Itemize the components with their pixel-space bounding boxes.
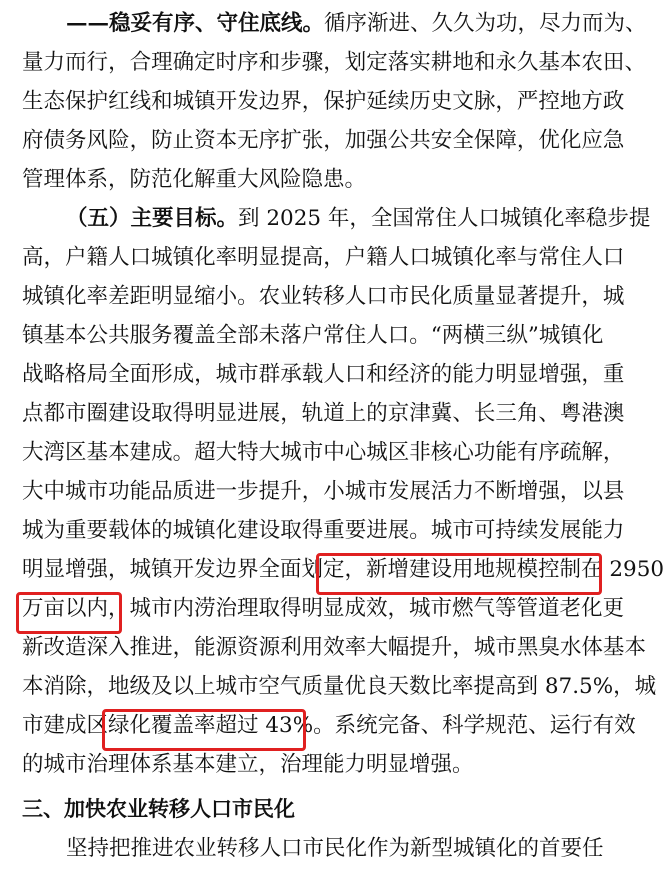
text-line-3: 生 态 保 护 红 线 和 城 镇 开 发 边 界 ， 保 护 延 续 历 史 文 脉 ， 严 控 地 方 政	[22, 89, 625, 114]
highlighted-greening-rate: 绿化覆盖率超过 43%。	[108, 713, 335, 738]
text-fragment: 市建成区	[22, 713, 109, 738]
text-line-7: 高 ， 户 籍 人 口 城 镇 化 率 明 显 提 高 ， 户 籍 人 口 城 镇 化 率 与 常 住 人 口	[22, 245, 625, 270]
text-fragment: 系统完备、科学规范、运行有效	[334, 713, 636, 738]
section-heading: 三、加快农业转移人口市民化	[22, 797, 295, 821]
text-line-6	[66, 200, 650, 238]
text-line-18: 本消除，地级及以上城市空气质量优良天数比率提高到 87.5%，城	[22, 674, 657, 699]
text-line-13: 大 中 城 市 功 能 品 质 进 一 步 提 升 ， 小 城 市 发 展 活 力 不 断 增 强 ， 以 县	[22, 479, 625, 504]
text-line-20: 的城市治理体系基本建立，治理能力明显增强。	[22, 752, 474, 777]
text-line-16	[22, 590, 624, 628]
goal-text: 到 2025 年，全国常住人口城镇化率稳步提	[238, 206, 651, 231]
section-subheading: （五）主要目标。	[66, 206, 239, 231]
highlighted-land-quota-part1: 新增建设用地规模控制在 2950	[366, 557, 664, 582]
text-line-12: 大 湾 区 基 本 建 成 。 超 大 特 大 城 市 中 心 城 区 非 核 心 功 能 有 序 疏 解 ，	[22, 440, 625, 465]
text-line-2: 量 力 而 行 ， 合 理 确 定 时 序 和 步 骤 ， 划 定 落 实 耕 地 和 永 久 基 本 农 田 、	[22, 50, 646, 75]
text-line-4: 府 债 务 风 险 ， 防 止 资 本 无 序 扩 张 ， 加 强 公 共 安 全 保 障 ， 优 化 应 急	[22, 128, 625, 153]
text-line-11: 点 都 市 圈 建 设 取 得 明 显 进 展 ， 轨 道 上 的 京 津 冀 、 长 三 角 、 粤 港 澳	[22, 401, 625, 426]
text-fragment: 城市内涝治理取得明显成效，城市燃气等管道老化更	[129, 596, 625, 621]
text-line-5: 管理体系，防范化解重大风险隐患。	[22, 167, 367, 192]
text-line-14: 城 为 重 要 载 体 的 城 镇 化 建 设 取 得 重 要 进 展 。 城 市 可 持 续 发 展 能 力	[22, 518, 625, 543]
text-line-22: 坚持把推进农业转移人口市民化作为新型城镇化的首要任	[66, 836, 604, 861]
text-line-19	[22, 707, 636, 745]
text-line-17: 新 改 造 深 入 推 进 ， 能 源 资 源 利 用 效 率 大 幅 提 升 ， 城 市 黑 臭 水 体 基 本	[22, 635, 646, 660]
principle-heading: ——稳妥有序、守住底线。	[66, 11, 325, 36]
highlighted-land-quota-part2: 万亩以内，	[22, 596, 130, 621]
text-line-8: 城 镇 化 率 差 距 明 显 缩 小 。 农 业 转 移 人 口 市 民 化 质 量 显 著 提 升 ， 城	[22, 284, 625, 309]
text-fragment: 明显增强，城镇开发边界全面划定，	[22, 557, 367, 582]
text-line-9: 镇 基 本 公 共 服 务 覆 盖 全 部 未 落 户 常 住 人 口 。 “ 两 横 三 纵 ” 城 镇 化	[22, 323, 604, 348]
text-line-10: 战 略 格 局 全 面 形 成 ， 城 市 群 承 载 人 口 和 经 济 的 能 力 明 显 增 强 ， 重	[22, 362, 625, 387]
text-line-15	[22, 551, 664, 589]
principle-text: 循序渐进、久久为功，尽力而为、	[324, 11, 647, 36]
text-line-1	[66, 5, 647, 43]
